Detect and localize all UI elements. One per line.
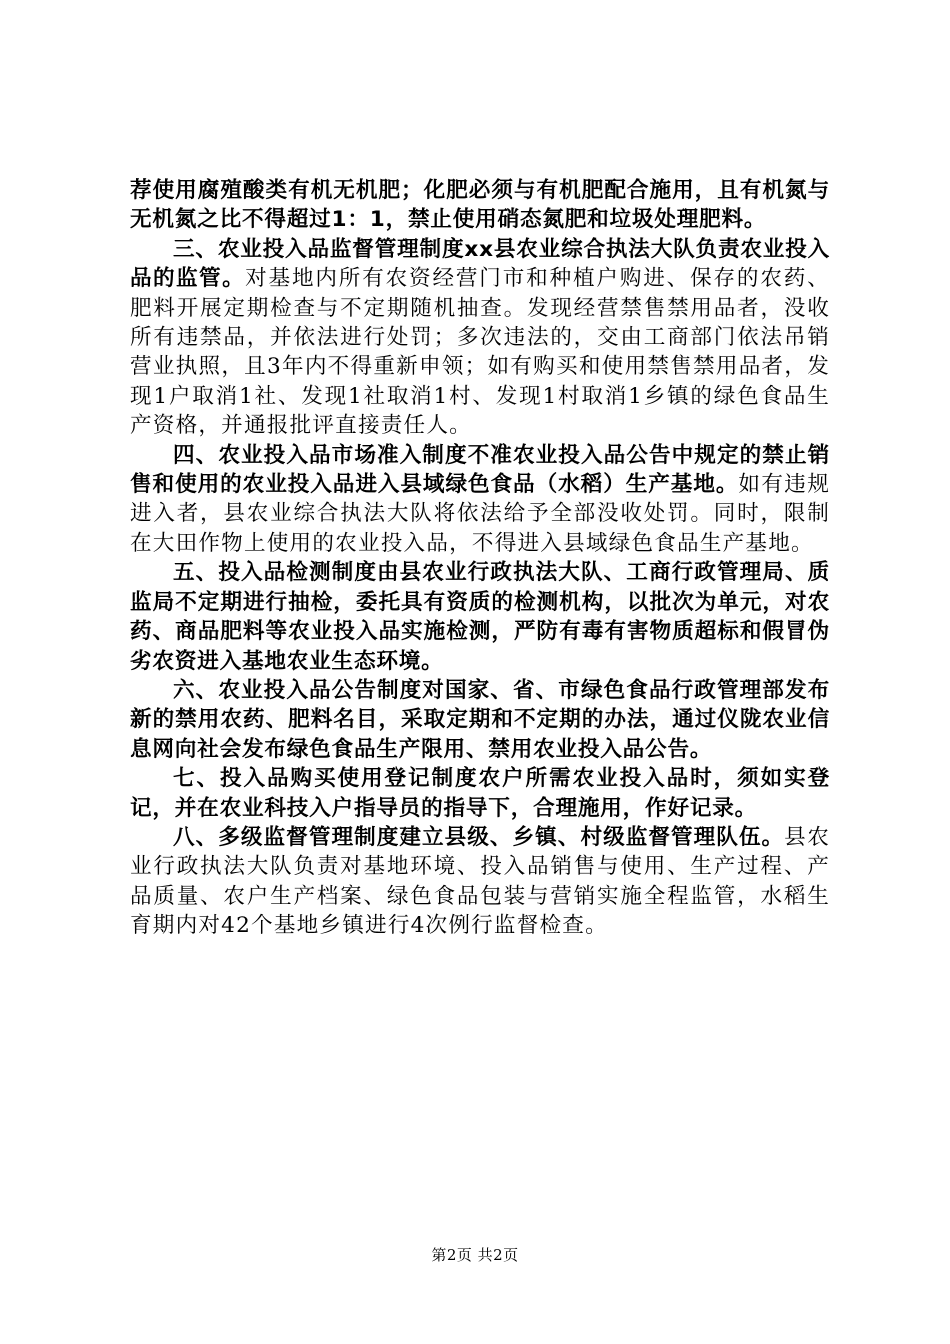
- document-body: [130, 176, 830, 941]
- page-number-label: 第2页 共2页: [431, 1246, 519, 1264]
- paragraph-text: 荐使用腐殖酸类有机无机肥；化肥必须与有机肥配合施用，且有机氮与无机氮之比不得超过1：1，禁止使用硝态氮肥和垃圾处理肥料。: [130, 178, 830, 233]
- page-footer: [0, 1244, 950, 1265]
- paragraph-text: 五、投入品检测制度由县农业行政执法大队、工商行政管理局、质监局不定期进行抽检，委托具有资质的检测机构，以批次为单元，对农药、商品肥料等农业投入品实施检测，严防有毒有害物质超标和假冒伪劣农资进入基地农业生态环境。: [130, 560, 830, 674]
- paragraph-4: [130, 558, 830, 676]
- paragraph-3: [130, 441, 830, 559]
- paragraph-text: 六、农业投入品公告制度对国家、省、市绿色食品行政管理部发布新的禁用农药、肥料名目，采取定期和不定期的办法，通过仪陇农业信息网向社会发布绿色食品生产限用、禁用农业投入品公告。: [130, 677, 830, 762]
- paragraph-text: 如有违规进入者，县农业综合执法大队将依法给予全部没收处罚。同时，限制在大田作物上使用的农业投入品，不得进入县域绿色食品生产基地。: [130, 472, 830, 556]
- paragraph-5: [130, 676, 830, 764]
- paragraph-text: 对基地内所有农资经营门市和种植户购进、保存的农药、肥料开展定期检查与不定期随机抽查。发现经营禁售禁用品者，没收所有违禁品，并依法进行处罚；多次违法的，交由工商部门依法吊销营业执照，且3年内不得重新申领；如有购买和使用禁售禁用品者，发现1户取消1社、发现1社取消1村、发现1村取消1乡镇的绿色食品生产资格，并通报批评直接责任人。: [130, 266, 830, 439]
- paragraph-heading: 四、农业投入品市场准入制度不准农业投入品公告中规定的禁止销售和使用的农业投入品进入县域绿色食品（水稻）生产基地。: [130, 442, 830, 498]
- paragraph-heading: 三、农业投入品监督管理制度xx县农业综合执法大队负责农业投入品的监管。: [130, 236, 830, 292]
- paragraph-1: [130, 176, 830, 235]
- paragraph-text: 县农业行政执法大队负责对基地环境、投入品销售与使用、生产过程、产品质量、农户生产档案、绿色食品包装与营销实施全程监管，水稻生育期内对42个基地乡镇进行4次例行监督检查。: [130, 824, 831, 939]
- paragraph-text: 七、投入品购买使用登记制度农户所需农业投入品时，须如实登记，并在农业科技入户指导员的指导下，合理施用，作好记录。: [130, 766, 830, 821]
- paragraph-6: [130, 764, 830, 823]
- paragraph-2: [130, 235, 830, 441]
- paragraph-heading: 八、多级监督管理制度建立县级、乡镇、村级监督管理队伍。: [173, 824, 785, 850]
- paragraph-7: [130, 823, 830, 941]
